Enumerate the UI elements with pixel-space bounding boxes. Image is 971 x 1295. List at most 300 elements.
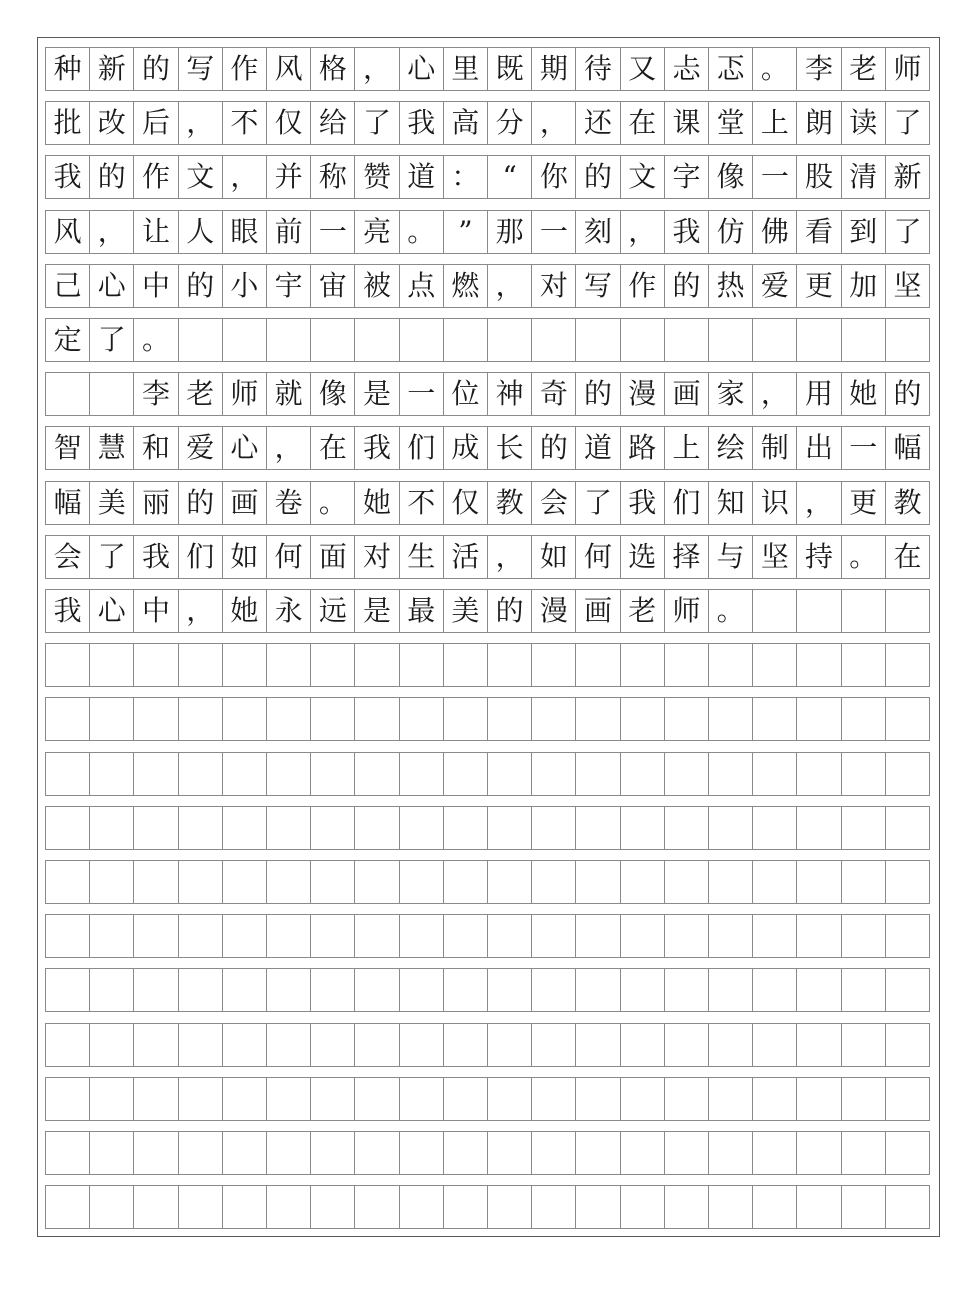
grid-cell: 了 (354, 102, 398, 144)
grid-cell (885, 644, 929, 686)
grid-cell (222, 969, 266, 1011)
grid-cell: 何 (575, 536, 619, 578)
grid-cell: 她 (354, 482, 398, 524)
grid-cell: 风 (266, 48, 310, 90)
grid-cell (310, 698, 354, 740)
grid-cell: 赞 (354, 156, 398, 198)
grid-cell (178, 969, 222, 1011)
grid-cell (708, 1024, 752, 1066)
grid-cell (310, 915, 354, 957)
grid-cell: 制 (752, 427, 796, 469)
grid-cell: 她 (222, 590, 266, 632)
grid-cell: 作 (222, 48, 266, 90)
grid-cell (575, 1024, 619, 1066)
grid-cell (89, 1078, 133, 1120)
grid-cell: 教 (487, 482, 531, 524)
grid-cell (752, 807, 796, 849)
grid-cell: ， (354, 48, 398, 90)
grid-cell (841, 644, 885, 686)
grid-cell (46, 1132, 89, 1174)
grid-cell: 位 (443, 373, 487, 415)
grid-cell: 像 (708, 156, 752, 198)
grid-cell (531, 644, 575, 686)
grid-cell (354, 319, 398, 361)
grid-cell (354, 861, 398, 903)
grid-cell: 老 (841, 48, 885, 90)
grid-cell: 漫 (620, 373, 664, 415)
grid-cell: 小 (222, 265, 266, 307)
grid-cell (178, 915, 222, 957)
grid-cell (620, 1132, 664, 1174)
grid-cell: 出 (796, 427, 840, 469)
grid-cell: 幅 (885, 427, 929, 469)
grid-cell: 是 (354, 590, 398, 632)
grid-cell (620, 807, 664, 849)
grid-cell (575, 969, 619, 1011)
grid-cell: ” (443, 211, 487, 253)
grid-row (45, 481, 930, 525)
grid-cell: 风 (53, 214, 82, 248)
grid-cell (708, 319, 752, 361)
grid-cell (531, 753, 575, 795)
grid-cell (664, 1132, 708, 1174)
grid-cell (841, 1186, 885, 1228)
grid-cell: 作 (620, 265, 664, 307)
grid-row (45, 806, 930, 850)
grid-cell: 我 (664, 211, 708, 253)
grid-cell (266, 698, 310, 740)
grid-cell (310, 861, 354, 903)
grid-cell: 改 (89, 102, 133, 144)
grid-cell: 们 (664, 482, 708, 524)
grid-cell (133, 753, 177, 795)
grid-cell (133, 969, 177, 1011)
grid-cell (354, 1186, 398, 1228)
grid-cell (796, 861, 840, 903)
grid-cell (841, 1132, 885, 1174)
grid-cell: 和 (133, 427, 177, 469)
grid-cell (487, 1078, 531, 1120)
grid-cell (487, 807, 531, 849)
grid-cell (796, 753, 840, 795)
grid-cell (708, 1078, 752, 1120)
grid-cell (266, 861, 310, 903)
grid-cell (266, 1024, 310, 1066)
grid-cell (46, 1186, 89, 1228)
grid-cell: 心 (399, 48, 443, 90)
grid-cell: ， (178, 102, 222, 144)
grid-cell (487, 969, 531, 1011)
grid-cell: 更 (841, 482, 885, 524)
grid-cell (178, 319, 222, 361)
grid-cell (796, 590, 840, 632)
grid-cell: 的 (575, 373, 619, 415)
grid-cell: 眼 (222, 211, 266, 253)
grid-cell (752, 698, 796, 740)
grid-cell: 中 (133, 265, 177, 307)
grid-row (45, 589, 930, 633)
grid-cell (399, 861, 443, 903)
grid-row (45, 47, 930, 91)
grid-cell: 坚 (885, 265, 929, 307)
grid-cell: 格 (310, 48, 354, 90)
grid-cell (354, 915, 398, 957)
grid-cell (133, 915, 177, 957)
grid-cell: 美 (443, 590, 487, 632)
grid-cell: 文 (620, 156, 664, 198)
grid-cell (46, 373, 89, 415)
grid-cell (752, 915, 796, 957)
grid-cell (752, 319, 796, 361)
grid-cell (575, 1132, 619, 1174)
grid-cell (796, 698, 840, 740)
grid-cell: 的 (178, 265, 222, 307)
grid-cell (310, 319, 354, 361)
grid-cell: 师 (222, 373, 266, 415)
grid-cell (310, 753, 354, 795)
grid-cell (399, 1024, 443, 1066)
grid-cell: 路 (620, 427, 664, 469)
grid-cell: 读 (841, 102, 885, 144)
grid-cell (443, 969, 487, 1011)
grid-cell (752, 590, 796, 632)
grid-cell (531, 915, 575, 957)
grid-cell (133, 861, 177, 903)
grid-cell (885, 969, 929, 1011)
grid-cell (354, 753, 398, 795)
grid-cell (178, 1078, 222, 1120)
grid-cell: 教 (885, 482, 929, 524)
grid-cell (222, 807, 266, 849)
grid-cell (620, 1186, 664, 1228)
grid-cell: ， (222, 156, 266, 198)
grid-cell (487, 753, 531, 795)
grid-cell (664, 915, 708, 957)
grid-cell (310, 807, 354, 849)
grid-cell (46, 1024, 89, 1066)
grid-cell (708, 807, 752, 849)
grid-cell: 。 (133, 319, 177, 361)
grid-cell (841, 1024, 885, 1066)
grid-cell: 我 (620, 482, 664, 524)
grid-cell (531, 1078, 575, 1120)
grid-cell (399, 807, 443, 849)
grid-cell (266, 915, 310, 957)
grid-cell: 漫 (531, 590, 575, 632)
grid-cell: 上 (664, 427, 708, 469)
grid-cell: 用 (796, 373, 840, 415)
grid-cell (443, 644, 487, 686)
grid-cell: 批 (53, 106, 82, 140)
grid-cell (354, 698, 398, 740)
grid-cell: 燃 (443, 265, 487, 307)
grid-cell (708, 644, 752, 686)
grid-cell: 爱 (752, 265, 796, 307)
grid-row (45, 1185, 930, 1229)
grid-cell: 写 (575, 265, 619, 307)
grid-cell (133, 698, 177, 740)
grid-cell (796, 969, 840, 1011)
grid-cell (89, 861, 133, 903)
grid-cell: 定 (53, 323, 82, 356)
grid-cell: 了 (885, 211, 929, 253)
grid-cell: 股 (796, 156, 840, 198)
grid-cell (531, 969, 575, 1011)
grid-cell (664, 1186, 708, 1228)
grid-cell: 了 (89, 536, 133, 578)
grid-cell (664, 969, 708, 1011)
grid-cell (796, 1078, 840, 1120)
grid-cell: 。 (708, 590, 752, 632)
grid-cell (796, 807, 840, 849)
grid-cell (178, 807, 222, 849)
grid-cell: 是 (354, 373, 398, 415)
grid-cell (133, 1132, 177, 1174)
grid-cell: 宙 (310, 265, 354, 307)
grid-row (45, 535, 930, 579)
grid-cell: 成 (443, 427, 487, 469)
grid-cell (178, 1024, 222, 1066)
grid-cell (620, 644, 664, 686)
grid-cell (222, 1132, 266, 1174)
grid-cell: 画 (664, 373, 708, 415)
grid-cell (575, 698, 619, 740)
grid-cell (620, 753, 664, 795)
grid-cell (575, 1078, 619, 1120)
grid-cell (664, 644, 708, 686)
grid-cell: 称 (310, 156, 354, 198)
grid-cell: 佛 (752, 211, 796, 253)
grid-cell: 更 (796, 265, 840, 307)
grid-cell (708, 698, 752, 740)
grid-cell (752, 861, 796, 903)
grid-cell: 她 (841, 373, 885, 415)
grid-cell: 在 (620, 102, 664, 144)
grid-cell: 加 (841, 265, 885, 307)
grid-cell: 神 (487, 373, 531, 415)
grid-cell: 新 (89, 48, 133, 90)
grid-cell (620, 1078, 664, 1120)
grid-cell (46, 861, 89, 903)
grid-cell (399, 644, 443, 686)
grid-cell (266, 1186, 310, 1228)
grid-cell (222, 644, 266, 686)
grid-cell (796, 1024, 840, 1066)
grid-cell: 生 (399, 536, 443, 578)
grid-cell: 智 (53, 431, 82, 465)
grid-cell: 一 (841, 427, 885, 469)
grid-cell (487, 319, 531, 361)
grid-row (45, 426, 930, 470)
grid-cell: 择 (664, 536, 708, 578)
grid-cell (708, 1132, 752, 1174)
grid-cell (399, 1078, 443, 1120)
grid-cell (531, 861, 575, 903)
grid-cell (443, 915, 487, 957)
grid-row (45, 155, 930, 199)
grid-cell: 你 (531, 156, 575, 198)
grid-cell: 知 (708, 482, 752, 524)
grid-cell (796, 319, 840, 361)
grid-cell: 课 (664, 102, 708, 144)
grid-cell (222, 698, 266, 740)
grid-cell: 如 (222, 536, 266, 578)
grid-cell (841, 590, 885, 632)
grid-cell: 道 (399, 156, 443, 198)
grid-cell (354, 969, 398, 1011)
grid-cell (133, 1024, 177, 1066)
grid-cell: 到 (841, 211, 885, 253)
grid-cell (531, 1186, 575, 1228)
grid-cell (841, 807, 885, 849)
grid-cell (89, 969, 133, 1011)
grid-cell (531, 1132, 575, 1174)
grid-cell: 高 (443, 102, 487, 144)
grid-cell (443, 807, 487, 849)
grid-cell: ： (443, 156, 487, 198)
grid-cell: 还 (575, 102, 619, 144)
grid-cell: 们 (178, 536, 222, 578)
grid-cell (841, 1078, 885, 1120)
grid-cell (885, 1024, 929, 1066)
grid-cell: 。 (752, 48, 796, 90)
grid-row (45, 264, 930, 308)
grid-cell: ， (531, 102, 575, 144)
grid-cell: 老 (178, 373, 222, 415)
grid-cell (133, 644, 177, 686)
grid-cell (46, 807, 89, 849)
grid-cell: 李 (796, 48, 840, 90)
grid-cell: 的 (133, 48, 177, 90)
grid-cell (222, 861, 266, 903)
grid-cell (354, 807, 398, 849)
grid-cell (89, 373, 133, 415)
grid-cell: 宇 (266, 265, 310, 307)
grid-cell: 永 (266, 590, 310, 632)
grid-cell: 心 (89, 590, 133, 632)
grid-cell: 画 (575, 590, 619, 632)
grid-row (45, 643, 930, 687)
grid-cell (266, 1132, 310, 1174)
grid-cell (399, 753, 443, 795)
grid-cell: 既 (487, 48, 531, 90)
grid-cell (752, 753, 796, 795)
grid-row (45, 372, 930, 416)
grid-cell: 的 (89, 156, 133, 198)
grid-cell: 里 (443, 48, 487, 90)
grid-row (45, 1023, 930, 1067)
grid-cell (885, 915, 929, 957)
grid-cell: 分 (487, 102, 531, 144)
grid-cell: ， (266, 427, 310, 469)
grid-cell (222, 1186, 266, 1228)
grid-cell: 堂 (708, 102, 752, 144)
grid-cell: 己 (53, 268, 82, 302)
grid-cell (46, 644, 89, 686)
grid-cell (575, 807, 619, 849)
grid-cell (841, 753, 885, 795)
grid-cell: 点 (399, 265, 443, 307)
grid-cell (178, 861, 222, 903)
grid-cell: 绘 (708, 427, 752, 469)
grid-cell (752, 1024, 796, 1066)
grid-cell (399, 1186, 443, 1228)
grid-cell: 。 (310, 482, 354, 524)
grid-cell (841, 698, 885, 740)
grid-cell (266, 1078, 310, 1120)
grid-cell (46, 915, 89, 957)
grid-cell: 人 (178, 211, 222, 253)
grid-cell: 面 (310, 536, 354, 578)
grid-cell: 又 (620, 48, 664, 90)
grid-cell: 慧 (89, 427, 133, 469)
grid-row (45, 210, 930, 254)
grid-cell (885, 319, 929, 361)
grid-cell (443, 1132, 487, 1174)
grid-cell (354, 1132, 398, 1174)
grid-cell: 前 (266, 211, 310, 253)
grid-cell (620, 1024, 664, 1066)
grid-cell: 一 (399, 373, 443, 415)
grid-cell (796, 1132, 840, 1174)
grid-cell (133, 1078, 177, 1120)
grid-cell: 被 (354, 265, 398, 307)
grid-cell: 一 (310, 211, 354, 253)
grid-cell (310, 1024, 354, 1066)
grid-cell: 在 (310, 427, 354, 469)
grid-cell (796, 1186, 840, 1228)
grid-cell: 作 (133, 156, 177, 198)
grid-cell (399, 319, 443, 361)
grid-cell (266, 644, 310, 686)
grid-cell: 新 (885, 156, 929, 198)
grid-cell (841, 319, 885, 361)
grid-cell: 对 (354, 536, 398, 578)
grid-cell (708, 753, 752, 795)
grid-cell (841, 915, 885, 957)
grid-cell (664, 319, 708, 361)
grid-cell: 看 (796, 211, 840, 253)
grid-cell: ， (89, 211, 133, 253)
grid-cell: 师 (664, 590, 708, 632)
grid-cell (664, 753, 708, 795)
grid-cell (443, 861, 487, 903)
grid-cell (620, 969, 664, 1011)
grid-cell: 卷 (266, 482, 310, 524)
grid-cell (575, 644, 619, 686)
grid-cell: 我 (133, 536, 177, 578)
grid-cell (487, 1186, 531, 1228)
grid-cell: 给 (310, 102, 354, 144)
grid-cell (708, 915, 752, 957)
grid-cell: 文 (178, 156, 222, 198)
grid-row (45, 914, 930, 958)
grid-cell: 并 (266, 156, 310, 198)
grid-cell (575, 319, 619, 361)
grid-cell: 让 (133, 211, 177, 253)
grid-cell (222, 1078, 266, 1120)
grid-cell (885, 698, 929, 740)
grid-cell: ， (178, 590, 222, 632)
grid-cell (708, 861, 752, 903)
grid-cell: 写 (178, 48, 222, 90)
grid-cell: 上 (752, 102, 796, 144)
grid-cell (752, 1078, 796, 1120)
grid-cell (620, 698, 664, 740)
grid-row (45, 318, 930, 362)
grid-cell (89, 644, 133, 686)
grid-cell (399, 969, 443, 1011)
